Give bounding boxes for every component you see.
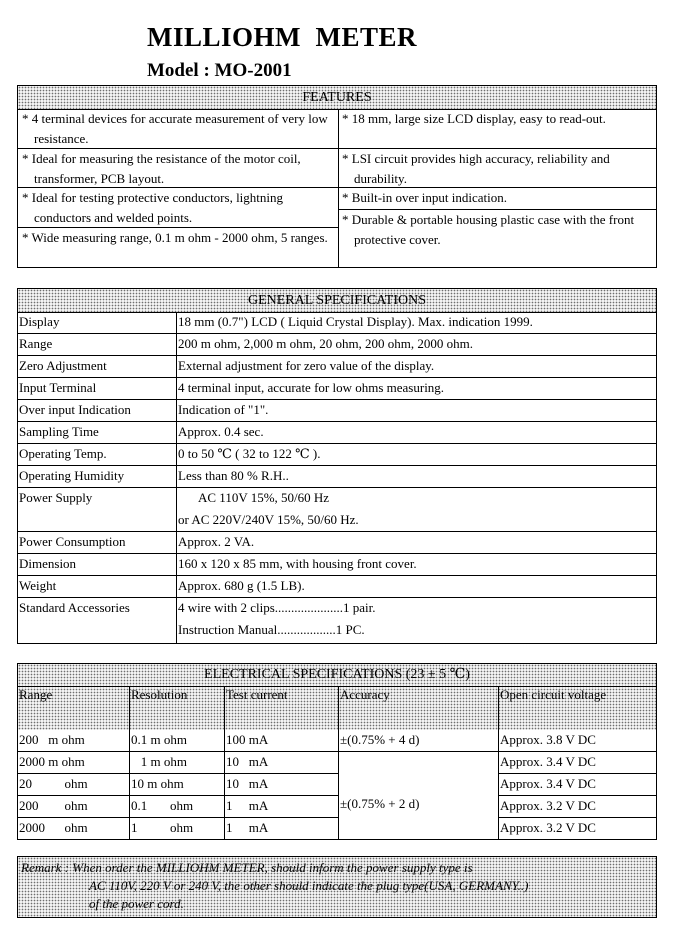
spec-row (18, 488, 656, 532)
general-specifications-table (17, 288, 657, 644)
range-cell: 20 ohm (19, 776, 88, 791)
spec-value: Approx. 680 g (1.5 LB). (178, 578, 305, 593)
spec-label: Operating Temp. (19, 446, 107, 461)
resolution-cell: 0.1 m ohm (131, 732, 187, 747)
range-cell: 2000 m ohm (19, 754, 85, 769)
resolution-cell: 10 m ohm (131, 776, 184, 791)
spec-row (18, 554, 656, 576)
spec-row (18, 466, 656, 488)
range-cell: 200 ohm (19, 798, 88, 813)
spec-label: Input Terminal (19, 380, 97, 395)
spec-label: Standard Accessories (19, 600, 130, 615)
spec-row (18, 598, 656, 643)
spec-row (18, 576, 656, 598)
current-cell: 100 mA (226, 732, 269, 747)
current-cell: 1 mA (226, 820, 269, 835)
spec-row (18, 444, 656, 466)
remark-line: of the power cord. (89, 896, 184, 911)
spec-label: Weight (19, 578, 57, 593)
spec-label: Power Consumption (19, 534, 126, 549)
electrical-column-headers (18, 686, 656, 731)
spec-value: Indication of "1". (178, 402, 269, 417)
spec-row (18, 334, 656, 356)
feature-item: * 18 mm, large size LCD display, easy to read-out. (338, 109, 656, 149)
spec-value: Instruction Manual..................1 PC. (178, 622, 365, 637)
spec-value: 200 m ohm, 2,000 m ohm, 20 ohm, 200 ohm, 2000 ohm. (178, 336, 474, 351)
spec-label: Display (19, 314, 60, 329)
current-cell: 1 mA (226, 798, 269, 813)
feature-item: * LSI circuit provides high accuracy, reliability and durability. (338, 149, 656, 188)
spec-label: Range (19, 336, 53, 351)
column-header: Resolution (131, 687, 188, 702)
features-right-column (338, 109, 656, 267)
column-header: Test current (226, 687, 288, 702)
spec-row (18, 422, 656, 444)
resolution-cell: 1 ohm (131, 820, 194, 835)
voltage-cell: Approx. 3.8 V DC (500, 732, 596, 747)
column-header: Accuracy (340, 687, 390, 702)
features-left-column (18, 109, 339, 267)
spec-value: 4 terminal input, accurate for low ohms measuring. (178, 380, 445, 395)
spec-label: Over input Indication (19, 402, 131, 417)
spec-label: Sampling Time (19, 424, 99, 439)
spec-value: 18 mm (0.7") LCD ( Liquid Crystal Display). Max. indication 1999. (178, 314, 533, 329)
spec-row (18, 312, 656, 334)
spec-value: or AC 220V/240V 15%, 50/60 Hz. (178, 512, 359, 527)
features-header: FEATURES (18, 86, 656, 110)
spec-row (18, 378, 656, 400)
model-number: Model : MO-2001 (147, 60, 292, 81)
spec-value: AC 110V 15%, 50/60 Hz (198, 490, 330, 505)
spec-row (18, 400, 656, 422)
electrical-specifications-table (17, 663, 657, 840)
feature-item: * 4 terminal devices for accurate measurement of very low resistance. (18, 109, 338, 149)
current-cell: 10 mA (226, 754, 269, 769)
voltage-cell: Approx. 3.2 V DC (500, 798, 596, 813)
column-header: Open circuit voltage (500, 687, 607, 702)
range-cell: 200 m ohm (19, 732, 85, 747)
spec-row (18, 356, 656, 378)
spec-value: Less than 80 % R.H.. (178, 468, 289, 483)
spec-value: Approx. 2 VA. (178, 534, 255, 549)
spec-row (18, 532, 656, 554)
spec-label: Dimension (19, 556, 77, 571)
spec-value: Approx. 0.4 sec. (178, 424, 264, 439)
spec-label: Zero Adjustment (19, 358, 107, 373)
range-cell: 2000 ohm (19, 820, 88, 835)
feature-item: * Built-in over input indication. (338, 188, 656, 210)
spec-label: Operating Humidity (19, 468, 125, 483)
resolution-cell: 1 m ohm (131, 754, 187, 769)
spec-value: 160 x 120 x 85 mm, with housing front cover. (178, 556, 417, 571)
resolution-cell: 0.1 ohm (131, 798, 194, 813)
general-specifications-header: GENERAL SPECIFICATIONS (18, 289, 656, 313)
page-title: MILLIOHM METER (147, 22, 418, 52)
remark-line: Remark : When order the MILLIOHM METER, should inform the power supply type is (21, 860, 473, 875)
feature-item: * Wide measuring range, 0.1 m ohm - 2000 ohm, 5 ranges. (22, 230, 328, 245)
feature-item: * Ideal for measuring the resistance of the motor coil, transformer, PCB layout. (18, 149, 338, 188)
current-cell: 10 mA (226, 776, 269, 791)
electrical-specifications-header: ELECTRICAL SPECIFICATIONS (23 ± 5 ℃) (18, 664, 656, 687)
spec-value: External adjustment for zero value of the display. (178, 358, 435, 373)
spec-value: 4 wire with 2 clips.....................1 pair. (178, 600, 376, 615)
accuracy-cell: ±(0.75% + 4 d) (340, 732, 420, 747)
spec-label: Power Supply (19, 490, 93, 505)
feature-item: * Ideal for testing protective conductors, lightning conductors and welded points. (18, 188, 338, 228)
voltage-cell: Approx. 3.2 V DC (500, 820, 596, 835)
accuracy-cell: ±(0.75% + 2 d) (340, 796, 420, 811)
remark-note (17, 856, 657, 918)
remark-line: AC 110V, 220 V or 240 V, the other should indicate the plug type(USA, GERMANY..) (89, 878, 529, 893)
voltage-cell: Approx. 3.4 V DC (500, 776, 596, 791)
voltage-cell: Approx. 3.4 V DC (500, 754, 596, 769)
column-header: Range (19, 687, 53, 702)
spec-value: 0 to 50 ℃ ( 32 to 122 ℃ ). (178, 446, 321, 461)
features-table (17, 85, 657, 268)
feature-item: * Durable & portable housing plastic case with the front protective cover. (342, 212, 635, 247)
